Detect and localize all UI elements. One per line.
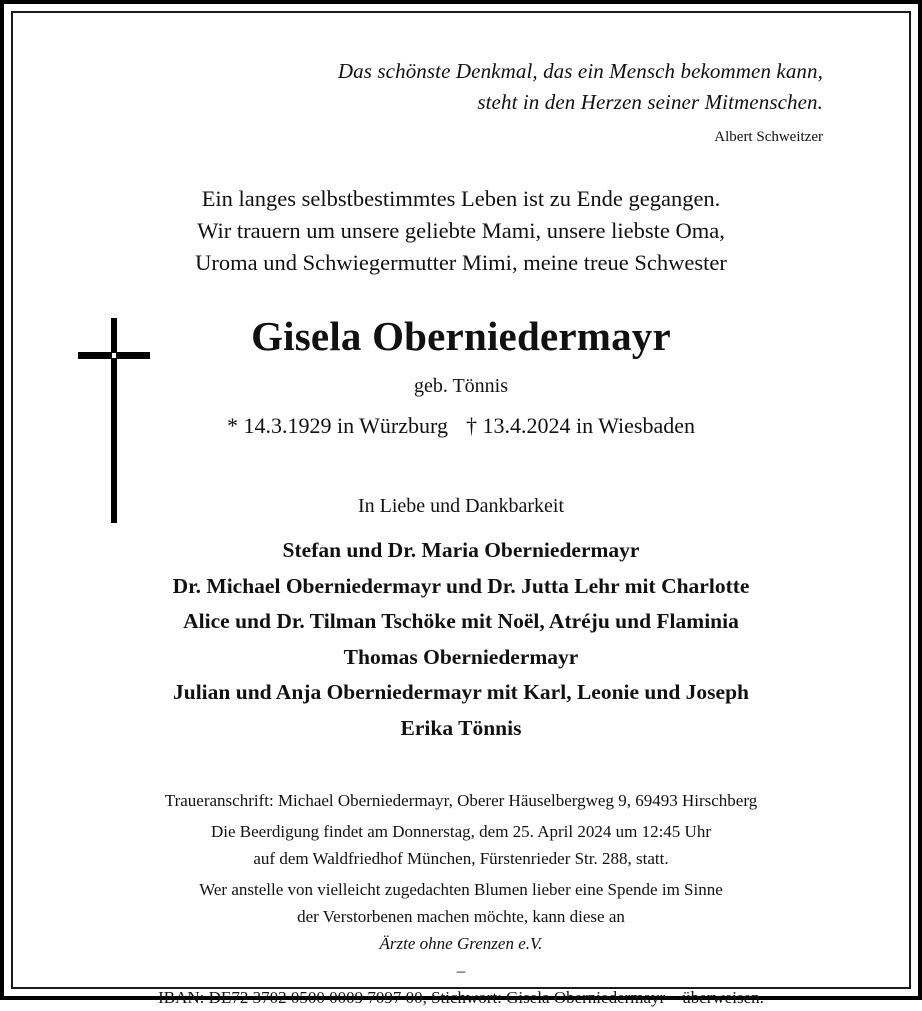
donation-bank-info: IBAN: DE72 3702 0500 0009 7097 00, Stichwort: Gisela Oberniedermayr – überweisen. <box>158 988 764 1007</box>
donation-info-line <box>0 903 922 984</box>
mourner-name: Dr. Michael Oberniedermayr und Dr. Jutta Lehr mit Charlotte <box>172 573 750 598</box>
life-dates <box>0 410 922 442</box>
intro-text <box>0 183 922 279</box>
funeral-info-line: Die Beerdigung findet am Donnerstag, dem 25. April 2024 um 12:45 Uhr <box>211 822 711 841</box>
intro-line: Uroma und Schwiegermutter Mimi, meine treue Schwester <box>195 250 727 275</box>
quote-author: Albert Schweitzer <box>714 129 823 145</box>
mourner-name: Alice und Dr. Tilman Tschöke mit Noël, Atréju und Flaminia <box>183 609 739 633</box>
quote-line: Das schönste Denkmal, das ein Mensch bekommen kann, <box>337 59 823 83</box>
mourner-name: Erika Tönnis <box>400 715 522 740</box>
funeral-info-line: auf dem Waldfriedhof München, Fürstenrieder Str. 288, statt. <box>253 849 669 868</box>
birth-date: * 14.3.1929 in Würzburg <box>226 413 448 438</box>
mourners-list <box>0 533 922 746</box>
mourner-name: Julian und Anja Oberniedermayr mit Karl, Leonie und Joseph <box>173 680 749 704</box>
quote-line: steht in den Herzen seiner Mitmenschen. <box>477 90 823 114</box>
mourners-intro: In Liebe und Dankbarkeit <box>357 495 565 517</box>
donation-text: der Verstorbenen machen möchte, kann diese an <box>297 907 625 926</box>
charity-name: Ärzte ohne Grenzen e.V. <box>379 934 543 953</box>
deceased-name: Gisela Oberniedermayr <box>251 313 671 359</box>
intro-line: Wir trauern um unsere geliebte Mami, unsere liebste Oma, <box>197 218 725 243</box>
donation-info-line: Wer anstelle von vielleicht zugedachten Blumen lieber eine Spende im Sinne <box>199 880 723 899</box>
death-date: † 13.4.2024 in Wiesbaden <box>465 413 696 438</box>
epigraph-quote <box>338 56 823 118</box>
intro-line: Ein langes selbstbestimmtes Leben ist zu Ende gegangen. <box>201 186 721 211</box>
mourner-name: Stefan und Dr. Maria Oberniedermayr <box>282 538 640 562</box>
donation-dash: – <box>456 961 466 980</box>
birth-name: geb. Tönnis <box>413 375 509 397</box>
mourner-name: Thomas Oberniedermayr <box>343 644 579 669</box>
footer-info <box>0 787 922 1011</box>
mourning-address: Traueranschrift: Michael Oberniedermayr, Oberer Häuselbergweg 9, 69493 Hirschberg <box>164 791 758 810</box>
